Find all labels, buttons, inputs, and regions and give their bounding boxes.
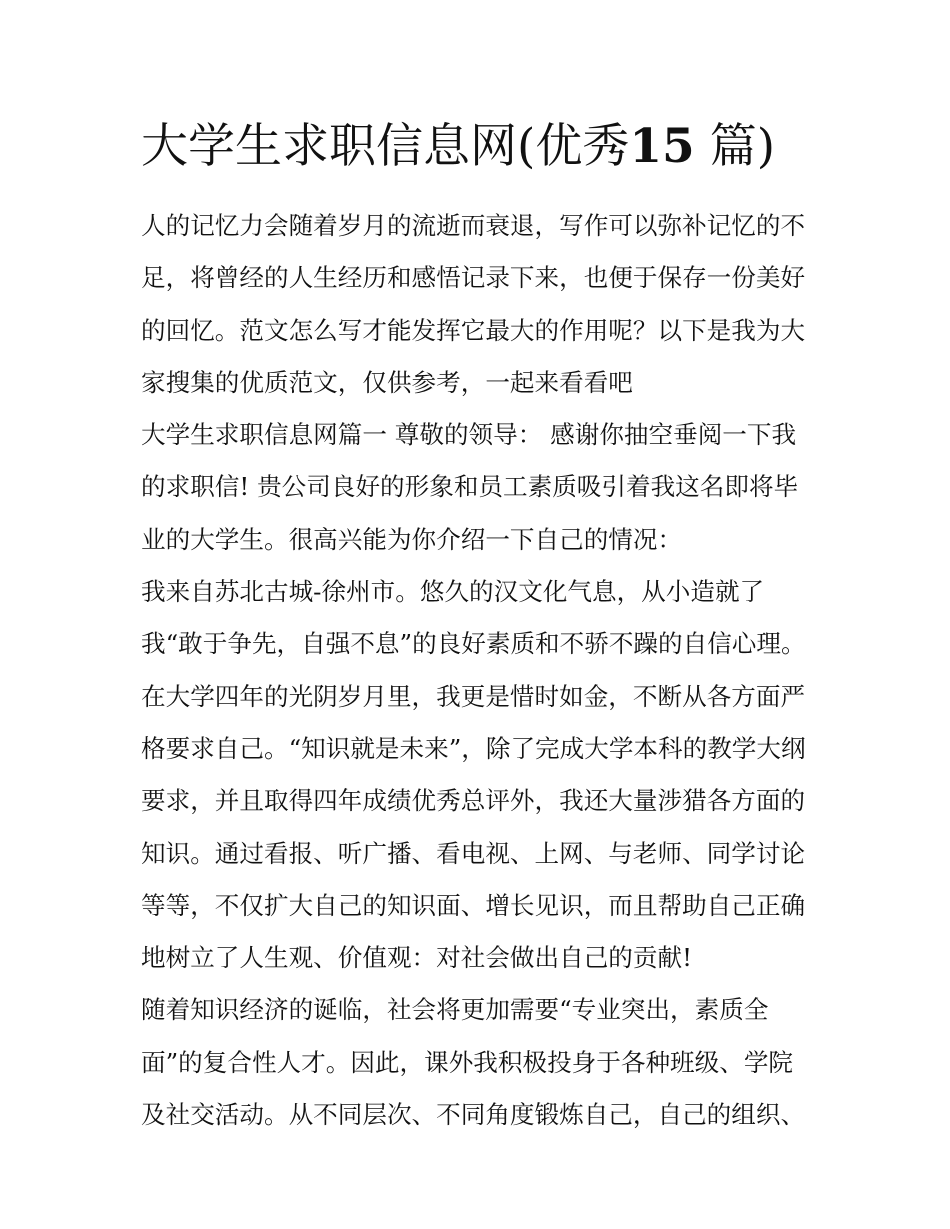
text-line: 等等，不仅扩大自己的知识面、增长见识，而且帮助自己正确 bbox=[141, 890, 806, 920]
text-line: 知识。通过看报、听广播、看电视、上网、与老师、同学讨论 bbox=[141, 838, 806, 868]
text-line: 我“敢于争先，自强不息”的良好素质和不骄不躁的自信心理。 bbox=[141, 629, 806, 659]
text-line: 随着知识经济的诞临，社会将更加需要“专业突出，素质全 bbox=[141, 995, 769, 1025]
text-line: 家搜集的优质范文，仅供参考，一起来看看吧 bbox=[141, 367, 633, 397]
title-suffix: 篇) bbox=[709, 119, 776, 174]
text-line: 及社交活动。从不同层次、不同角度锻炼自己，自己的组织、 bbox=[141, 1100, 806, 1130]
title-number: 15 bbox=[629, 119, 695, 174]
document-body bbox=[141, 200, 821, 1141]
text-line: 我来自苏北古城-徐州市。悠久的汉文化气息，从小造就了 bbox=[141, 577, 765, 607]
text-line: 地树立了人生观、价值观：对社会做出自己的贡献! bbox=[141, 943, 692, 973]
text-line: 业的大学生。很高兴能为你介绍一下自己的情况： bbox=[141, 524, 683, 554]
text-line: 的求职信! 贵公司良好的形象和员工素质吸引着我这名即将毕 bbox=[141, 472, 799, 502]
text-line: 面”的复合性人才。因此，课外我积极投身于各种班级、学院 bbox=[141, 1047, 794, 1077]
text-line: 大学生求职信息网篇一 尊敬的领导： 感谢你抽空垂阅一下我 bbox=[141, 420, 797, 450]
text-line: 格要求自己。“知识就是未来”，除了完成大学本科的教学大纲 bbox=[141, 733, 806, 763]
text-line: 人的记忆力会随着岁月的流逝而衰退，写作可以弥补记忆的不 bbox=[141, 211, 806, 240]
title-prefix: 大学生求职信息网(优秀 bbox=[141, 119, 630, 174]
text-line: 要求，并且取得四年成绩优秀总评外，我还大量涉猎各方面的 bbox=[141, 786, 806, 816]
document-title bbox=[141, 116, 841, 178]
text-line: 足，将曾经的人生经历和感悟记录下来，也便于保存一份美好 bbox=[141, 263, 806, 293]
text-line: 的回忆。范文怎么写才能发挥它最大的作用呢？以下是我为大 bbox=[141, 315, 806, 345]
title-space bbox=[695, 119, 710, 174]
text-line: 在大学四年的光阴岁月里，我更是惜时如金，不断从各方面严 bbox=[141, 681, 806, 711]
